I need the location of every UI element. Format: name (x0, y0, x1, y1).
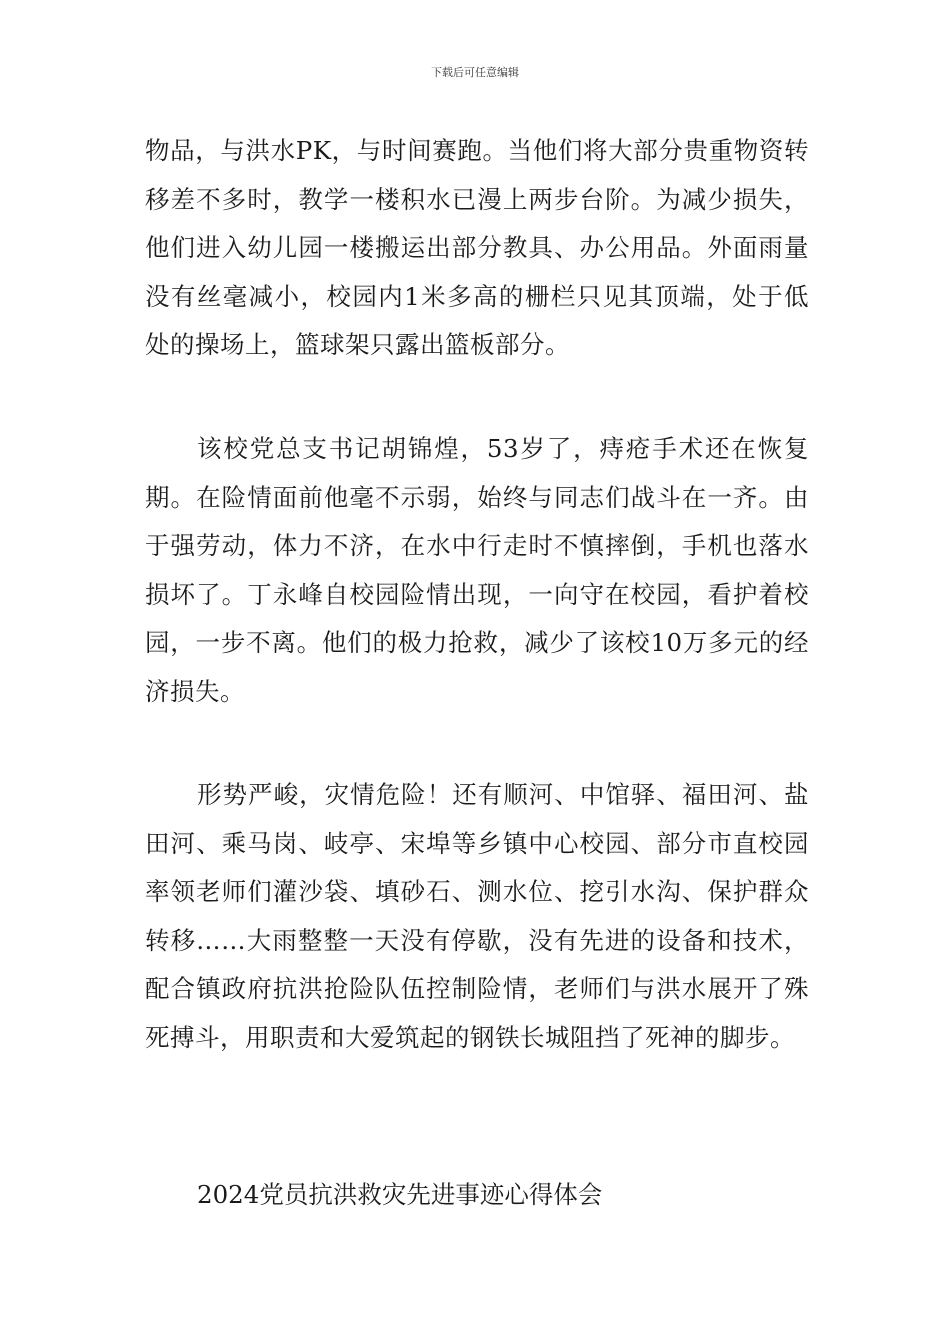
paragraph-1: 物品，与洪水PK，与时间赛跑。当他们将大部分贵重物资转移差不多时，教学一楼积水已漫上两步台阶。为减少损失，他们进入幼儿园一楼搬运出部分教具、办公用品。外面雨量没有丝毫减小，校园内1米多高的栅栏只见其顶端，处于低处的操场上，篮球架只露出篮板部分。 (145, 136, 809, 359)
paragraph-2: 该校党总支书记胡锦煌，53岁了，痔疮手术还在恢复期。在险情面前他毫不示弱，始终与同志们战斗在一齐。由于强劳动，体力不济，在水中行走时不慎摔倒，手机也落水损坏了。丁永峰自校园险情出现，一向守在校园，看护着校园，一步不离。他们的极力抢救，减少了该校10万多元的经济损失。 (145, 434, 809, 706)
paragraph-3: 形势严峻，灾情危险！还有顺河、中馆驿、福田河、盐田河、乘马岗、岐亭、宋埠等乡镇中心校园、部分市直校园率领老师们灌沙袋、填砂石、测水位、挖引水沟、保护群众转移……大雨整整一天没有停歇，没有先进的设备和技术，配合镇政府抗洪抢险队伍控制险情，老师们与洪水展开了殊死搏斗，用职责和大爱筑起的钢铁长城阻挡了死神的脚步。 (145, 780, 809, 1052)
header-note: 下载后可任意编辑 (431, 66, 519, 79)
section-heading: 2024党员抗洪救灾先进事迹心得体会 (197, 1180, 603, 1209)
